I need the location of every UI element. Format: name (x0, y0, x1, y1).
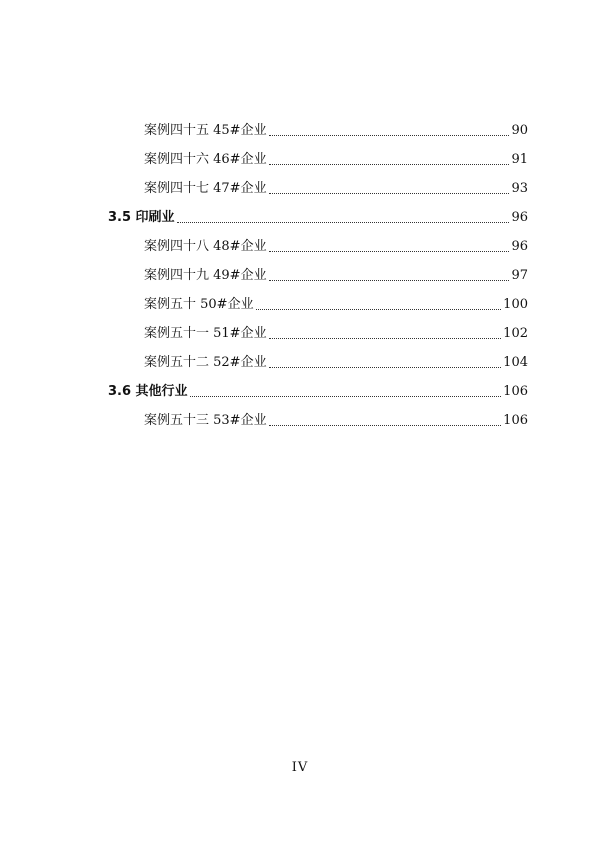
toc-section-3-6-other-industries[interactable] (0, 371, 528, 400)
toc-entry-label: 案例四十八 48#企业 (144, 239, 267, 254)
toc-entry-page: 102 (503, 326, 528, 341)
table-of-contents (0, 110, 600, 429)
toc-entry-page: 106 (503, 413, 528, 428)
page-number: IV (291, 760, 309, 775)
toc-entry-case-47[interactable] (0, 168, 528, 197)
toc-leader-dots (269, 367, 502, 368)
toc-entry-case-52[interactable] (0, 342, 528, 371)
toc-entry-label: 案例五十 50#企业 (144, 297, 254, 312)
toc-entry-page: 96 (511, 239, 528, 254)
toc-leader-dots (190, 396, 502, 397)
toc-leader-dots (269, 164, 510, 165)
toc-entry-label: 案例五十三 53#企业 (144, 413, 267, 428)
toc-leader-dots (269, 280, 510, 281)
toc-entry-label: 案例五十一 51#企业 (144, 326, 267, 341)
toc-leader-dots (269, 425, 502, 426)
toc-leader-dots (269, 251, 510, 252)
toc-leader-dots (269, 338, 502, 339)
toc-section-label: 3.5 印刷业 (108, 210, 175, 225)
toc-entry-label: 案例四十九 49#企业 (144, 268, 267, 283)
toc-section-3-5-printing[interactable] (0, 197, 528, 226)
toc-section-label: 3.6 其他行业 (108, 384, 188, 399)
toc-entry-case-46[interactable] (0, 139, 528, 168)
toc-entry-page: 90 (511, 123, 528, 138)
toc-leader-dots (177, 222, 510, 223)
toc-entry-label: 案例四十六 46#企业 (144, 152, 267, 167)
toc-entry-case-53[interactable] (0, 400, 528, 429)
toc-entry-page: 93 (511, 181, 528, 196)
toc-entry-case-50[interactable] (0, 284, 528, 313)
toc-entry-page: 97 (511, 268, 528, 283)
toc-leader-dots (269, 135, 510, 136)
toc-leader-dots (256, 309, 502, 310)
toc-leader-dots (269, 193, 510, 194)
toc-entry-case-49[interactable] (0, 255, 528, 284)
toc-entry-label: 案例四十七 47#企业 (144, 181, 267, 196)
toc-entry-case-48[interactable] (0, 226, 528, 255)
toc-entry-case-45[interactable] (0, 110, 528, 139)
toc-entry-label: 案例四十五 45#企业 (144, 123, 267, 138)
toc-section-page: 106 (503, 384, 528, 399)
toc-entry-page: 104 (503, 355, 528, 370)
toc-entry-page: 91 (511, 152, 528, 167)
toc-entry-case-51[interactable] (0, 313, 528, 342)
toc-section-page: 96 (511, 210, 528, 225)
toc-entry-page: 100 (503, 297, 528, 312)
toc-entry-label: 案例五十二 52#企业 (144, 355, 267, 370)
